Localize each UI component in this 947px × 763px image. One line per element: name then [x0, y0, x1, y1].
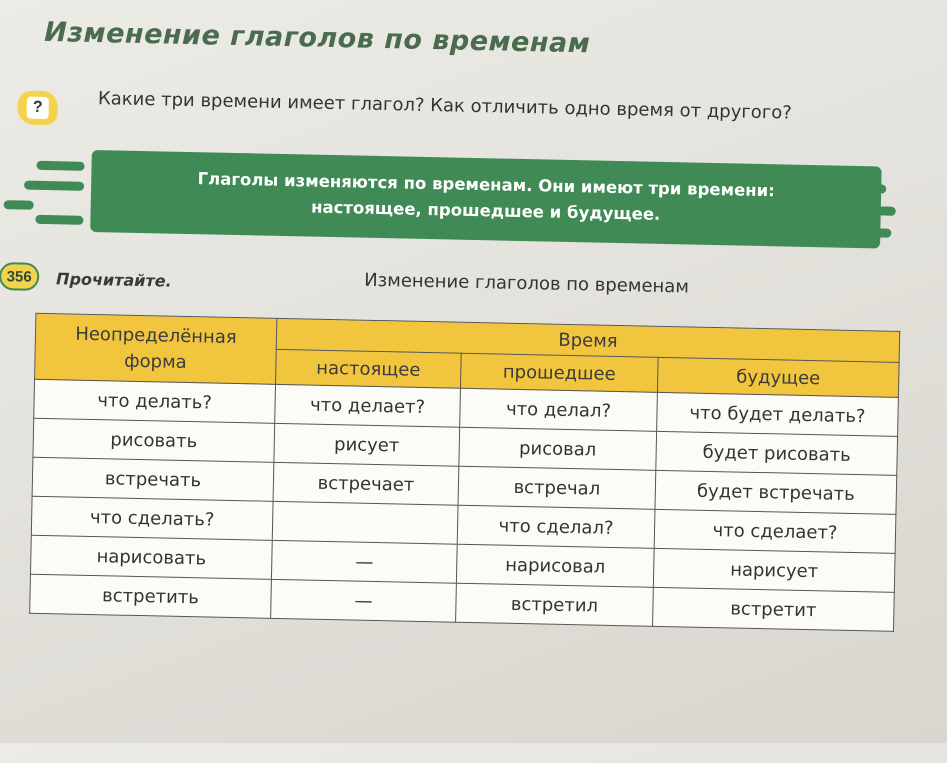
- table-cell: [272, 501, 458, 544]
- table-cell: встречал: [458, 466, 656, 509]
- header-future: будущее: [657, 357, 899, 397]
- decor-dash-left-3: [4, 200, 34, 210]
- question-mark-icon: ?: [27, 97, 49, 119]
- rule-line-2: настоящее, прошедшее и будущее.: [310, 197, 661, 224]
- decor-dash-left-4: [35, 215, 83, 225]
- time-header: Время: [276, 318, 900, 362]
- table-cell: встретить: [30, 574, 272, 618]
- table-cell: рисовать: [33, 418, 275, 462]
- table-cell: рисовал: [459, 427, 657, 470]
- page-title: Изменение глаголов по временам: [44, 16, 591, 60]
- table-cell: будет встречать: [655, 470, 897, 514]
- table-cell: —: [271, 579, 457, 622]
- table-cell: что делал?: [460, 388, 658, 431]
- table-cell: встретил: [456, 583, 654, 626]
- table-cell: что будет делать?: [657, 392, 899, 436]
- table-cell: что сделал?: [457, 505, 655, 548]
- rule-line-1: Глаголы изменяются по временам. Они имеют три времени:: [197, 169, 776, 201]
- table-cell: будет рисовать: [656, 431, 898, 475]
- table-cell: —: [271, 540, 457, 583]
- table-cell: что делает?: [275, 384, 461, 427]
- table-cell: нарисовал: [456, 544, 654, 587]
- rule-banner: [90, 150, 882, 249]
- table-caption: Изменение глаголов по временам: [363, 269, 690, 298]
- infinitive-header: Неопределённая форма: [35, 313, 277, 384]
- table-cell: рисует: [274, 423, 460, 466]
- exercise-number: 356: [0, 262, 40, 291]
- question-badge: [17, 90, 58, 125]
- table-cell: встречать: [32, 457, 274, 501]
- table-cell: встречает: [273, 462, 459, 505]
- question-text: Какие три времени имеет глагол? Как отличить одно время от другого?: [97, 88, 793, 124]
- table-cell: нарисует: [653, 548, 895, 592]
- table-cell: встретит: [653, 587, 895, 631]
- table-cell: что сделать?: [31, 496, 273, 540]
- header-past: прошедшее: [460, 353, 658, 392]
- table-cell: что делать?: [34, 379, 276, 423]
- header-present: настоящее: [276, 349, 462, 388]
- decor-dash-left-2: [24, 181, 84, 191]
- table-cell: что сделает?: [654, 509, 896, 553]
- decor-dash-left-1: [36, 161, 84, 171]
- exercise-instruction: Прочитайте.: [55, 269, 172, 291]
- verb-tense-table: [29, 313, 900, 632]
- table-cell: нарисовать: [30, 535, 272, 579]
